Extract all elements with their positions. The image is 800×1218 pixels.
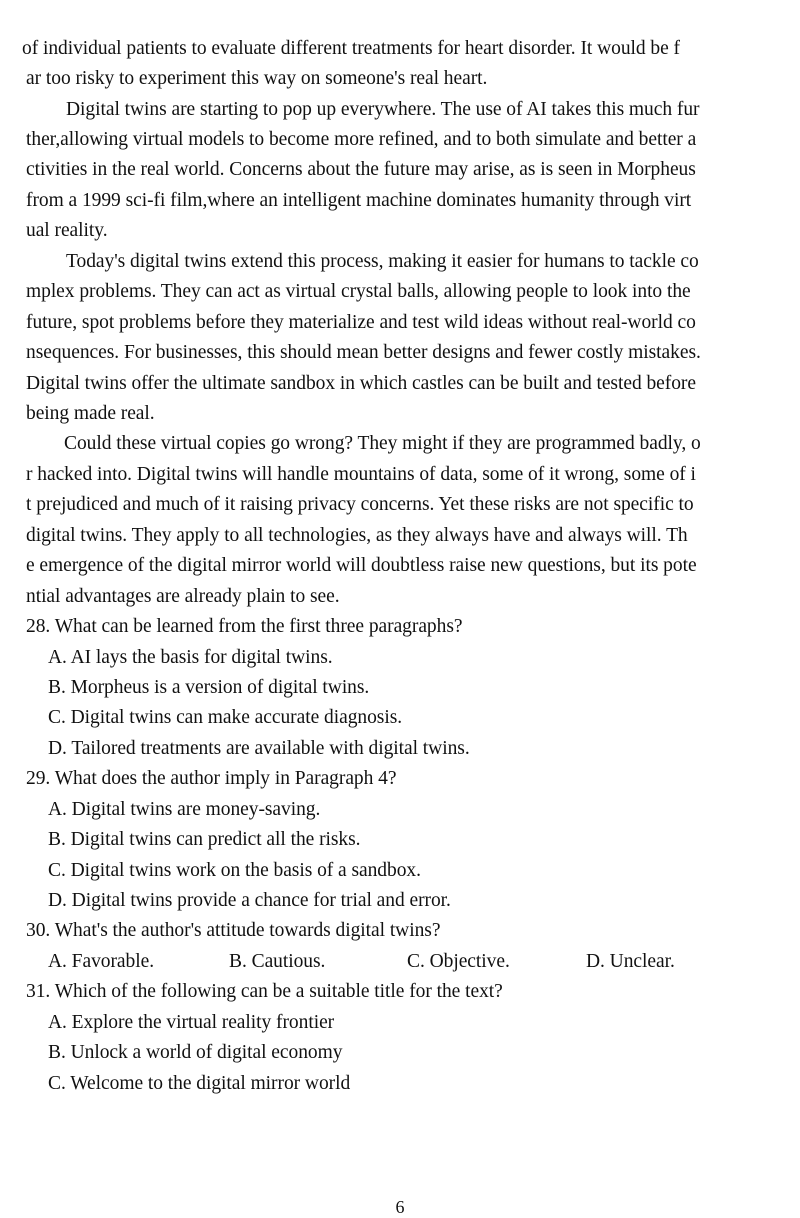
answer-option: A. Favorable. [48, 951, 155, 972]
answer-option: B. Unlock a world of digital economy [48, 1042, 343, 1063]
answer-option: C. Digital twins can make accurate diagnosis. [48, 707, 403, 728]
passage-line: ual reality. [26, 220, 108, 241]
passage-line: nsequences. For businesses, this should mean better designs and fewer costly mistakes. [26, 342, 701, 363]
answer-option: B. Digital twins can predict all the risks. [48, 829, 361, 850]
passage-line: being made real. [26, 403, 155, 424]
passage-line: Could these virtual copies go wrong? They might if they are programmed badly, o [64, 433, 701, 454]
passage-line: future, spot problems before they materialize and test wild ideas without real-world co [26, 312, 696, 333]
question-stem: 28. What can be learned from the first three paragraphs? [26, 616, 463, 637]
answer-option: C. Digital twins work on the basis of a sandbox. [48, 860, 421, 881]
passage-line: e emergence of the digital mirror world will doubtless raise new questions, but its pote [26, 555, 697, 576]
page-number: 6 [395, 1197, 405, 1217]
answer-option: B. Cautious. [229, 951, 326, 972]
answer-option: A. Explore the virtual reality frontier [48, 1012, 335, 1033]
answer-option: D. Tailored treatments are available with digital twins. [48, 738, 470, 759]
answer-option: C. Welcome to the digital mirror world [48, 1073, 351, 1094]
answer-option: C. Objective. [407, 951, 510, 972]
passage-line: digital twins. They apply to all technologies, as they always have and always will. Th [26, 525, 688, 546]
passage-line: Today's digital twins extend this process, making it easier for humans to tackle co [66, 251, 699, 272]
passage-line: r hacked into. Digital twins will handle mountains of data, some of it wrong, some of i [26, 464, 696, 485]
passage-line: ther,allowing virtual models to become more refined, and to both simulate and better a [26, 129, 697, 150]
answer-option: D. Digital twins provide a chance for trial and error. [48, 890, 451, 911]
passage-line: Digital twins offer the ultimate sandbox in which castles can be built and tested before [26, 373, 696, 394]
passage-line: from a 1999 sci-fi film,where an intelligent machine dominates humanity through virt [26, 190, 692, 211]
passage-line: ar too risky to experiment this way on someone's real heart. [26, 68, 488, 89]
question-stem: 29. What does the author imply in Paragraph 4? [26, 768, 397, 789]
question-stem: 30. What's the author's attitude towards digital twins? [26, 920, 441, 941]
answer-option: D. Unclear. [586, 951, 675, 972]
passage-line: ctivities in the real world. Concerns about the future may arise, as is seen in Morpheus [26, 159, 696, 180]
passage-line: ntial advantages are already plain to see. [26, 586, 340, 607]
answer-option: A. Digital twins are money-saving. [48, 799, 321, 820]
answer-option: B. Morpheus is a version of digital twins. [48, 677, 370, 698]
passage-line: Digital twins are starting to pop up everywhere. The use of AI takes this much fur [66, 99, 700, 120]
passage-line: t prejudiced and much of it raising privacy concerns. Yet these risks are not specific to [26, 494, 694, 515]
answer-option: A. AI lays the basis for digital twins. [48, 647, 333, 668]
question-stem: 31. Which of the following can be a suitable title for the text? [26, 981, 503, 1002]
passage-line: mplex problems. They can act as virtual crystal balls, allowing people to look into the [26, 281, 691, 302]
passage-line: of individual patients to evaluate different treatments for heart disorder. It would be f [22, 38, 680, 59]
